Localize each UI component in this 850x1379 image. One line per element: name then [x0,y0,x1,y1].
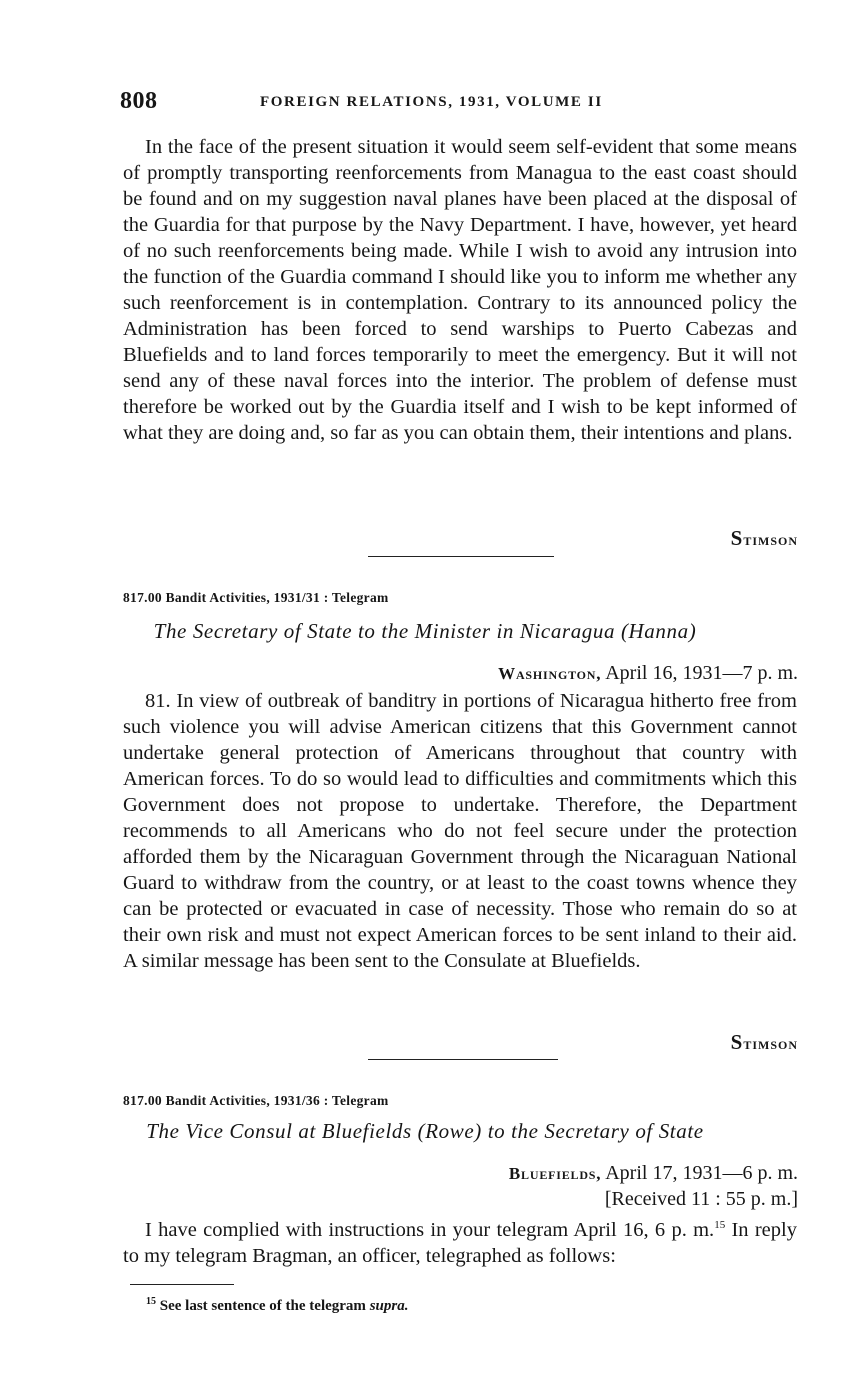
received-time: [Received 11 : 55 p. m.] [604,1188,798,1210]
footnote-reference: 15 [714,1219,726,1232]
footnote-rule [130,1284,234,1285]
page-header [120,88,800,118]
file-reference-1: 817.00 Bandit Activities, 1931/31 : Telegram [123,590,389,605]
document-title-2: The Vice Consul at Bluefields (Rowe) to the Secretary of State [146,1119,704,1143]
telegram-body-2 [123,1217,797,1269]
signature-stimson-1: Stimson [730,526,798,550]
dateline-date-2: April 17, 1931—6 p. m. [601,1162,798,1184]
footnote-text: See last sentence of the telegram [159,1298,370,1314]
dateline-place-1: Washington, [498,664,602,683]
dateline-2 [509,1162,798,1185]
document-title-1: The Secretary of State to the Minister in Nicaragua (Hanna) [153,619,697,643]
dateline-date-1: April 16, 1931—7 p. m. [601,662,798,684]
section-divider-1 [368,556,554,557]
footnote-number: 15 [146,1296,156,1307]
running-head: FOREIGN RELATIONS, 1931, VOLUME II [260,94,603,110]
telegram-body-2-part1: I have complied with instructions in your telegram April 16, 6 p. m. [145,1219,715,1241]
footnote [146,1296,408,1315]
signature-stimson-2: Stimson [730,1030,798,1054]
telegram-body-1: 81. In view of outbreak of banditry in portions of Nicaragua hitherto free from such violence you will advise American citizens that this Government cannot undertake general protection of Americans throughout that country with American forces. To do so would lead to difficulties and commitments which this Government does not propose to undertake. Therefore, the Department recommends to all Americans who do not feel secure under the protection afforded them by the Nicaraguan Government through the Nicaraguan National Guard to withdraw from the country, or at least to the coast towns whence they can be protected or evacuated in case of necessity. Those who remain do so at their own risk and must not expect American forces to be sent inland to their aid. A similar message has been sent to the Consulate at Bluefields. [123,690,797,972]
page-number: 808 [120,88,158,114]
intro-paragraph: In the face of the present situation it would seem self-evident that some means of promptly transporting reenforcements from Managua to the east coast should be found and on my suggestion naval planes have been placed at the disposal of the Guardia for that purpose by the Navy Department. I have, however, yet heard of no such reenforcements being made. While I wish to avoid any intrusion into the function of the Guardia command I should like you to inform me whether any such reenforcement is in contemplation. Contrary to its announced policy the Administration has been forced to send warships to Puerto Cabezas and Bluefields and to land forces temporarily to meet the emergency. But it will not send any of these naval forces into the interior. The problem of defense must therefore be worked out by the Guardia itself and I wish to be kept informed of what they are doing and, so far as you can obtain them, their intentions and plans. [123,136,797,444]
file-reference-2: 817.00 Bandit Activities, 1931/36 : Telegram [123,1093,389,1108]
section-divider-2 [368,1059,558,1060]
dateline-1 [498,662,798,685]
telegram-body-2-part2: In reply to my telegram Bragman, an officer, telegraphed as follows: [123,1219,797,1267]
footnote-emphasis: supra. [369,1298,409,1314]
dateline-place-2: Bluefields, [508,1164,602,1183]
